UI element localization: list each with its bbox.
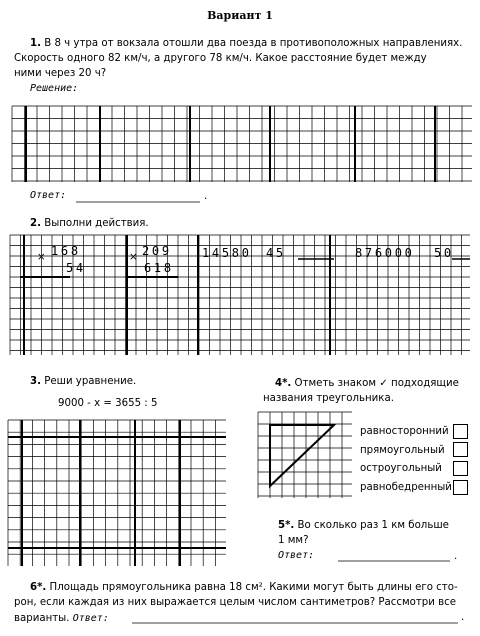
ex3-dividend: 14580 bbox=[202, 246, 252, 260]
task1-number: 1. bbox=[30, 38, 41, 49]
ex3-divisor: 45 bbox=[266, 246, 286, 260]
task1-solution-label: Решение: bbox=[30, 83, 79, 94]
task3-number: 3. bbox=[30, 376, 41, 387]
task3-line: 3. Реши уравнение. bbox=[30, 376, 137, 387]
task1-answer-label: Ответ: bbox=[30, 190, 67, 201]
ex4-divisor: 50 bbox=[434, 246, 454, 260]
task4-number: 4*. bbox=[275, 378, 292, 389]
task5-number: 5*. bbox=[278, 520, 295, 531]
variant-title: Вариант 1 bbox=[207, 9, 273, 22]
task3-equation: 9000 - x = 3655 : 5 bbox=[58, 398, 158, 409]
ex2-bottom: 618 bbox=[144, 261, 174, 275]
task1-line2: Скорость одного 82 км/ч, а другого 78 км/ч. Какое расстояние будет между bbox=[14, 53, 427, 64]
ex2-top: 209 bbox=[142, 244, 172, 258]
task6-line1: 6*. Площадь прямоугольника равна 18 см². Какими могут быть длины его сто- bbox=[30, 582, 458, 593]
option-checkbox-4[interactable] bbox=[453, 480, 468, 495]
option-label-1: равносторонний bbox=[360, 426, 449, 437]
task6-answer-label: Ответ: bbox=[72, 613, 109, 624]
ex4-dividend: 876000 bbox=[355, 246, 415, 260]
task6-number: 6*. bbox=[30, 582, 47, 593]
ex1-bottom: 54 bbox=[66, 261, 86, 275]
task1-line3: ними через 20 ч? bbox=[14, 68, 107, 79]
option-label-3: остроугольный bbox=[360, 463, 442, 474]
task2-number: 2. bbox=[30, 218, 41, 229]
ex1-top: 168 bbox=[51, 244, 81, 258]
option-checkbox-1[interactable] bbox=[453, 424, 468, 439]
option-label-2: прямоугольный bbox=[360, 445, 445, 456]
task5-line1: 5*. Во сколько раз 1 км больше bbox=[278, 520, 449, 531]
task4-line1: 4*. Отметь знаком ✓ подходящие bbox=[275, 378, 459, 389]
task5-line2: 1 мм? bbox=[278, 535, 309, 546]
ex2-sign: × bbox=[129, 252, 138, 263]
task4-line2: названия треугольника. bbox=[263, 393, 394, 404]
task2-line: 2. Выполни действия. bbox=[30, 218, 149, 229]
triangle-figure bbox=[270, 425, 334, 486]
task6-line2: рон, если каждая из них выражается целым числом сантиметров? Рассмотри все bbox=[14, 597, 457, 608]
option-checkbox-3[interactable] bbox=[453, 461, 468, 476]
option-checkbox-2[interactable] bbox=[453, 442, 468, 457]
task1-line1: 1. В 8 ч утра от вокзала отошли два поезда в противоположных направлениях. bbox=[30, 38, 463, 49]
ex1-sign: × bbox=[37, 252, 46, 263]
task5-answer-label: Ответ: bbox=[278, 550, 315, 561]
task6-line3: варианты. Ответ: bbox=[14, 613, 109, 624]
option-label-4: равнобедренный bbox=[360, 482, 452, 493]
